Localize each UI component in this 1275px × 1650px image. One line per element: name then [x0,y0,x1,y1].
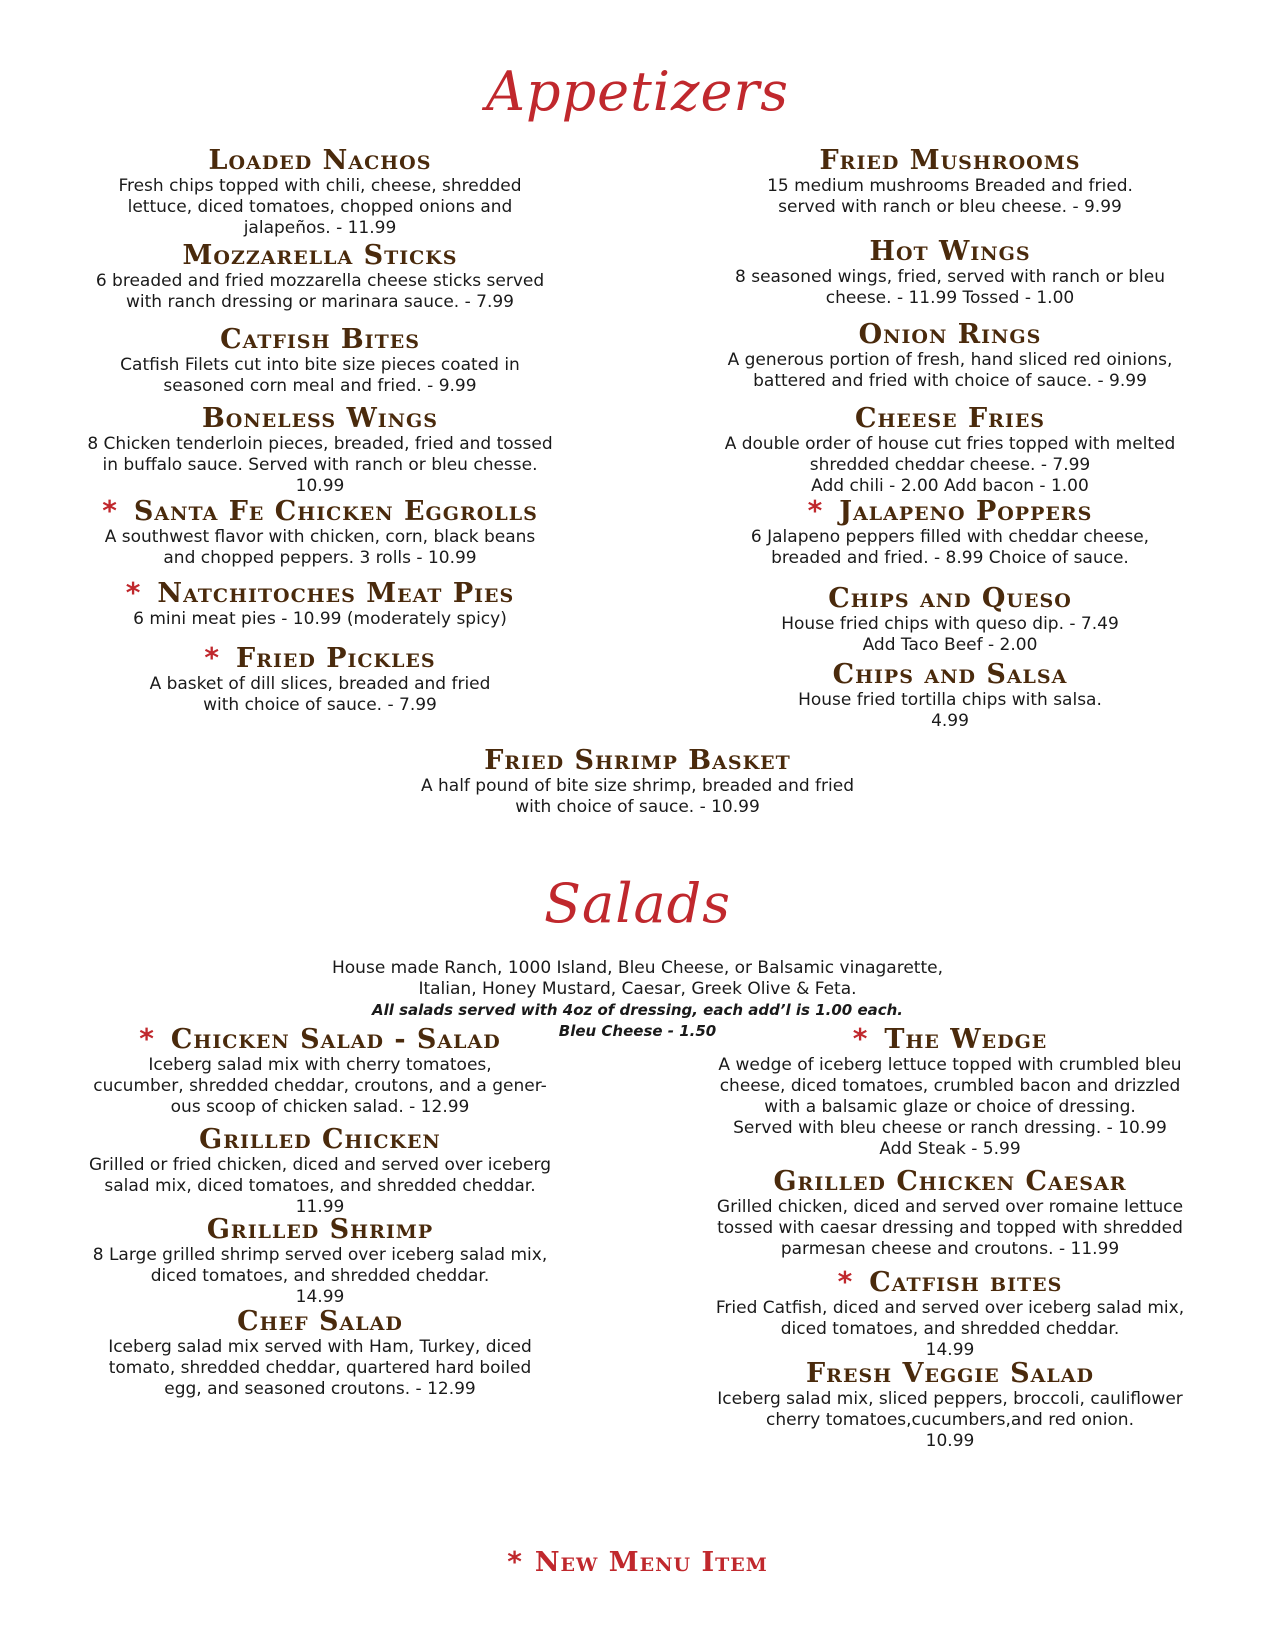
menu-item [680,1167,1220,1260]
item-name-row [50,496,590,527]
menu-item [60,146,580,239]
item-name: Fried Mushrooms [819,145,1081,176]
item-description: A generous portion of fresh, hand sliced red oinions, battered and fried with choice of sauce. - 9.99 [727,350,1173,391]
item-name-row [60,1024,580,1055]
new-menu-item-legend [0,1545,1275,1578]
menu-item [680,237,1220,309]
item-name: Santa Fe Chicken Eggrolls [133,496,538,527]
item-name: Chips and Queso [828,583,1072,614]
bleu-cheese-note: Bleu Cheese - 1.50 [558,1022,717,1040]
item-name-row [680,496,1220,527]
menu-item [60,1024,580,1118]
menu-item [60,1125,580,1218]
item-description: 15 medium mushrooms Breaded and fried. served with ranch or bleu cheese. - 9.99 [767,176,1133,217]
item-name: Grilled Chicken Caesar [773,1166,1127,1197]
item-name-row [60,578,580,609]
item-description: 8 Chicken tenderloin pieces, breaded, fried and tossed in buffalo sauce. Served with ranch or bleu chesse. 10.99 [87,434,553,496]
menu-item [680,146,1220,218]
item-description: 8 seasoned wings, fried, served with ranch or bleu cheese. - 11.99 Tossed - 1.00 [735,267,1165,308]
menu-item [680,320,1220,392]
item-name: Fried Pickles [236,643,436,674]
new-item-star-icon: * [852,1022,869,1055]
dressing-list-line1: House made Ranch, 1000 Island, Bleu Cheese, or Balsamic vinagarette, [332,958,943,978]
new-item-star-icon: * [204,641,221,674]
new-item-star-icon: * [807,494,824,527]
item-name: Fried Shrimp Basket [484,745,791,776]
menu-item [680,404,1220,497]
item-description: Iceberg salad mix with cherry tomatoes, cucumber, shredded cheddar, croutons, and a gener- ous scoop of chicken salad. - 12.99 [93,1055,547,1117]
menu-item [680,584,1220,656]
item-description: Fried Catfish, diced and served over iceberg salad mix, diced tomatoes, and shredded cheddar. 14.99 [715,1298,1185,1360]
item-name: Chips and Salsa [832,659,1068,690]
item-description: Catfish Filets cut into bite size pieces coated in seasoned corn meal and fried. - 9.99 [120,355,520,396]
item-name: Fresh Veggie Salad [806,1358,1094,1389]
menu-item [680,1359,1220,1452]
item-name: Grilled Shrimp [206,1214,434,1245]
item-description: A wedge of iceberg lettuce topped with crumbled bleu cheese, diced tomatoes, crumbled bacon and drizzled with a balsamic glaze or choice of dressing. Served with bleu cheese or ranch dressing. - 10.99 Add Steak - 5.99 [718,1055,1182,1159]
menu-item [300,746,975,818]
item-name: Boneless Wings [201,403,438,434]
menu-item [60,1307,580,1400]
item-name: Onion Rings [858,319,1042,350]
item-name-row [60,643,580,674]
item-name: Catfish bites [869,1267,1063,1298]
item-description: Grilled or fried chicken, diced and served over iceberg salad mix, diced tomatoes, and shredded cheddar. 11.99 [88,1155,552,1217]
dressing-list-line2: Italian, Honey Mustard, Caesar, Greek Olive & Feta. [418,979,857,999]
item-description: 8 Large grilled shrimp served over iceberg salad mix, diced tomatoes, and shredded cheddar. 14.99 [92,1245,548,1307]
item-name: Chef Salad [237,1306,403,1337]
menu-item [60,325,580,397]
menu-item [680,1024,1220,1160]
item-name: Grilled Chicken [199,1124,441,1155]
new-item-star-icon: * [837,1265,854,1298]
item-name: Mozzarella Sticks [182,240,458,271]
menu-item [60,241,580,313]
item-description: Iceberg salad mix served with Ham, Turkey, diced tomato, shredded cheddar, quartered hard boiled egg, and seasoned croutons. - 12.99 [108,1337,532,1399]
legend-label: New Menu Item [534,1547,768,1578]
new-item-star-icon: * [102,494,118,527]
item-description: House fried chips with queso dip. - 7.49 Add Taco Beef - 2.00 [781,614,1119,655]
item-description: House fried tortilla chips with salsa. 4.99 [798,690,1102,731]
new-item-star-icon: * [139,1022,155,1055]
item-name-row [680,1267,1220,1298]
item-name: Chicken Salad - Salad [170,1024,501,1055]
item-name: The Wedge [884,1024,1048,1055]
item-name: Hot Wings [869,236,1031,267]
menu-item [680,660,1220,732]
item-description: A basket of dill slices, breaded and fried with choice of sauce. - 7.99 [149,674,491,715]
item-description: Iceberg salad mix, sliced peppers, broccoli, cauliflower cherry tomatoes,cucumbers,and red onion. 10.99 [717,1389,1183,1451]
item-name: Cheese Fries [854,403,1046,434]
new-item-star-icon: * [507,1545,523,1578]
salads-title: Salads [544,872,731,935]
item-description: 6 breaded and fried mozzarella cheese sticks served with ranch dressing or marinara sauce. - 7.99 [95,271,545,312]
item-description: Fresh chips topped with chili, cheese, shredded lettuce, diced tomatoes, chopped onions and jalapeños. - 11.99 [118,176,522,238]
item-name: Catfish Bites [220,324,420,355]
new-item-star-icon: * [125,576,142,609]
menu-item [680,496,1220,569]
item-description: 6 mini meat pies - 10.99 (moderately spicy) [133,609,507,629]
menu-item [60,1215,580,1308]
item-name: Loaded Nachos [208,145,432,176]
dressing-note: All salads served with 4oz of dressing, each add’l is 1.00 each. [371,1001,904,1019]
menu-item [60,643,580,716]
menu-item [60,404,580,497]
menu-item [60,578,580,630]
item-description: A half pound of bite size shrimp, breaded and fried with choice of sauce. - 10.99 [420,776,855,817]
item-name-row [680,1024,1220,1055]
menu-item [50,496,590,569]
item-name: Natchitoches Meat Pies [157,578,515,609]
item-name: Jalapeno Poppers [839,496,1093,527]
item-description: A double order of house cut fries topped with melted shredded cheddar cheese. - 7.99 Add chili - 2.00 Add bacon - 1.00 [724,434,1176,496]
item-description: Grilled chicken, diced and served over romaine lettuce tossed with caesar dressing and topped with shredded parmesan cheese and croutons. - 11.99 [716,1197,1184,1259]
item-description: 6 Jalapeno peppers filled with cheddar cheese, breaded and fried. - 8.99 Choice of sauce. [750,527,1150,568]
item-description: A southwest flavor with chicken, corn, black beans and chopped peppers. 3 rolls - 10.99 [104,527,536,568]
menu-item [680,1267,1220,1361]
appetizers-title: Appetizers [486,60,789,123]
